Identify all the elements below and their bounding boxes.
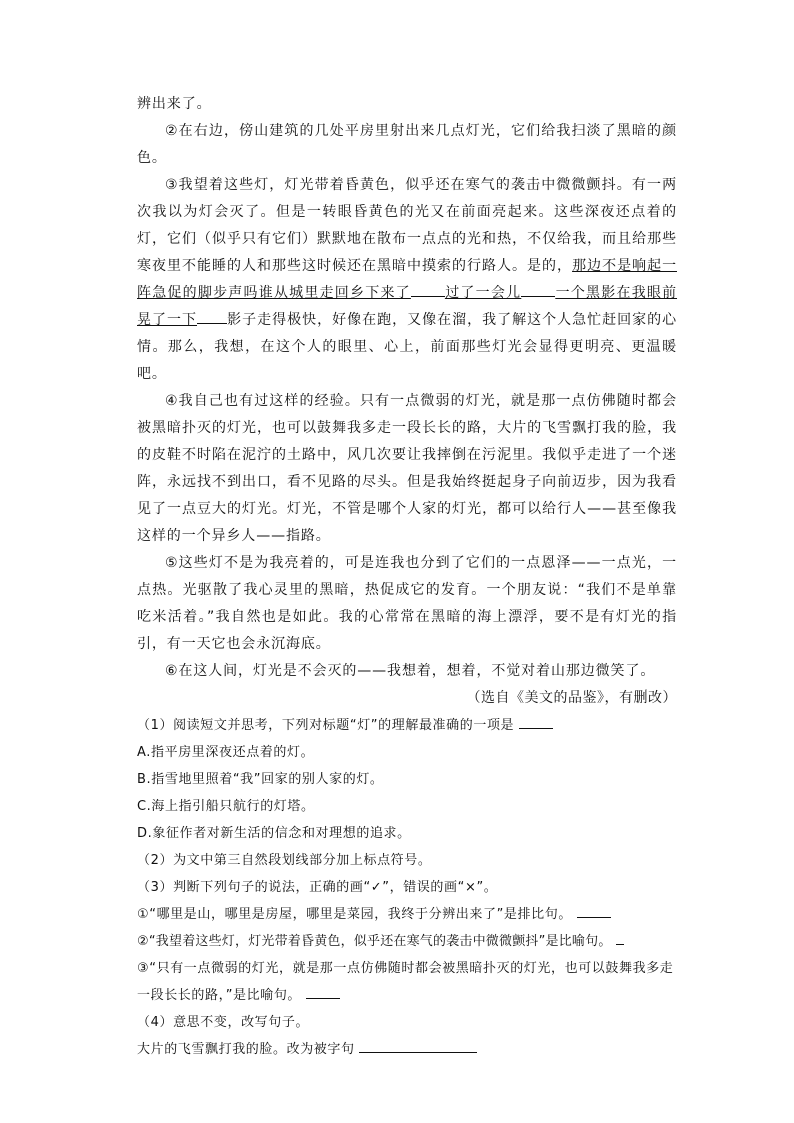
underlined-phrase-1: 那边不是响起一阵急促的脚步声吗谁从城里走回乡下来了 — [137, 258, 677, 301]
underlined-phrase-2: 过了一会儿 — [444, 285, 522, 301]
answer-blank-q3-1[interactable] — [577, 901, 611, 918]
question-4-sentence — [137, 1036, 677, 1063]
question-3-item-2 — [137, 928, 677, 955]
punctuation-blank-2[interactable] — [521, 280, 555, 297]
option-c[interactable]: C.海上指引船只航行的灯塔。 — [137, 799, 315, 814]
question-4: （4）意思不变，改写句子。 — [137, 1015, 310, 1030]
question-3-item-3-text: ③“只有一点微弱的灯光，就是那一点仿佛随时都会被黑暗扑灭的灯光，也可以鼓舞我多走一段长长的路，”是比喻句。 — [137, 961, 674, 1003]
question-3: （3）判断下列句子的说法，正确的画“✓”，错误的画“×”。 — [137, 880, 498, 895]
passage-paragraph-1-tail: 辨出来了。 — [137, 96, 212, 112]
answer-blank-q4[interactable] — [359, 1036, 477, 1053]
question-4-sentence-text: 大片的飞雪飘打我的脸。改为被字句 — [137, 1042, 355, 1057]
question-2: （2）为文中第三自然段划线部分加上标点符号。 — [137, 853, 432, 868]
document-page — [137, 91, 677, 1063]
punctuation-blank-1[interactable] — [411, 280, 445, 297]
question-3-item-1-text: ①“哪里是山，哪里是房屋，哪里是菜园，我终于分辨出来了”是排比句。 — [137, 907, 572, 922]
answer-blank-q3-2[interactable] — [616, 928, 624, 945]
passage-paragraph-4: ④我自己也有过这样的经验。只有一点微弱的灯光，就是那一点仿佛随时都会被黑暗扑灭的灯光，也可以鼓舞我多走一段长长的路，大片的飞雪飘打我的脸，我的皮鞋不时陷在泥泞的土路中，风几次要让我摔倒在污泥里。我似乎走进了一个迷阵，永远找不到出口，看不见路的尽头。但是我始终挺起身子向前迈步，因为我看见了一点豆大的灯光。灯光，不管是哪个人家的灯光，都可以给行人——甚至像我这样的一个异乡人——指路。 — [137, 393, 677, 544]
question-1 — [137, 712, 677, 739]
source-citation: （选自《美文的品鉴》，有删改） — [466, 690, 677, 706]
paragraph-3-text-end: 影子走得极快，好像在跑，又像在溜，我了解这个人急忙赶回家的心情。那么，我想，在这个人的眼里、心上，前面那些灯光会显得更明亮、更温暖吧。 — [137, 312, 677, 382]
passage-paragraph-3 — [137, 172, 677, 388]
question-3-item-3 — [137, 955, 677, 1009]
answer-blank-q1[interactable] — [519, 712, 553, 729]
passage-paragraph-6: ⑥在这人间，灯光是不会灭的——我想着，想着，不觉对着山那边微笑了。 — [165, 663, 656, 679]
option-a[interactable]: A.指平房里深夜还点着的灯。 — [137, 745, 315, 760]
question-3-item-1 — [137, 901, 677, 928]
option-d[interactable]: D.象征作者对新生活的信念和对理想的追求。 — [137, 826, 411, 841]
question-1-text: （1）阅读短文并思考，下列对标题“灯”的理解最准确的一项是 — [137, 718, 515, 733]
underlined-phrase-3: 一个黑影在我眼前晃了一下 — [137, 285, 678, 328]
answer-blank-q3-3[interactable] — [306, 982, 340, 999]
option-b[interactable]: B.指雪地里照着“我”回家的别人家的灯。 — [137, 772, 384, 787]
paragraph-3-text: ③我望着这些灯，灯光带着昏黄色，似乎还在寒气的袭击中微微颤抖。有一两次我以为灯会灭了。但是一转眼昏黄色的光又在前面亮起来。这些深夜还点着的灯，它们（似乎只有它们）默默地在散布一点点的光和热，不仅给我，而且给那些寒夜里不能睡的人和那些这时候还在黑暗中摸索的行路人。是的， — [137, 177, 677, 274]
passage-paragraph-2: ②在右边，傍山建筑的几处平房里射出来几点灯光，它们给我扫淡了黑暗的颜色。 — [137, 123, 677, 166]
punctuation-blank-3[interactable] — [197, 307, 227, 324]
passage-paragraph-5: ⑤这些灯不是为我亮着的，可是连我也分到了它们的一点恩泽——一点光，一点热。光驱散了我心灵里的黑暗，热促成它的发育。一个朋友说：“我们不是单靠吃米活着。”我自然也是如此。我的心常常在黑暗的海上漂浮，要不是有灯光的指引，有一天它也会永沉海底。 — [137, 555, 677, 652]
question-3-item-2-text: ②“我望着这些灯，灯光带着昏黄色，似乎还在寒气的袭击中微微颤抖”是比喻句。 — [137, 934, 612, 949]
